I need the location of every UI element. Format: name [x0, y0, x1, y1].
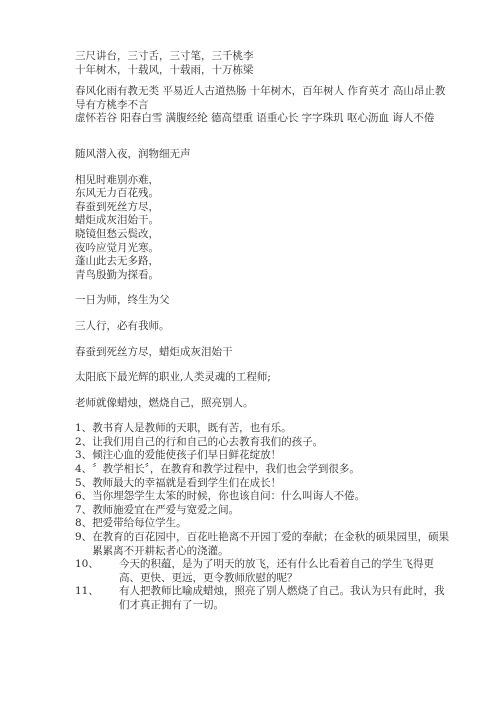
document-content	[75, 50, 450, 613]
list-item	[75, 517, 450, 531]
list-number: 7、	[75, 503, 93, 516]
text-line: 春蚕到死丝方尽，蜡炬成灰泪始干	[75, 345, 233, 358]
list-item	[75, 585, 450, 612]
idiom-section	[75, 85, 450, 126]
list-text: 教书育人是教师的天职，既有苦，也有乐。	[92, 422, 292, 435]
list-text: 教师最大的幸福就是看到学生们在成长！	[92, 476, 282, 489]
list-text: 让我们用自己的行和自己的心去教育我们的孩子。	[92, 435, 324, 448]
poem-line: 夜吟应觉月光寒。	[75, 241, 159, 254]
text-line: 太阳底下最光辉的职业,人类灵魂的工程师;	[75, 371, 271, 384]
list-item	[75, 558, 450, 585]
quote-section	[75, 148, 450, 162]
poem-line: 相见时难别亦难，	[75, 173, 159, 186]
couplet-section	[75, 50, 450, 77]
numbered-list	[75, 422, 450, 612]
list-number: 9、	[75, 531, 93, 544]
list-text: 倾注心血的爱能使孩子们早日鲜花绽放！	[92, 449, 282, 462]
list-number: 5、	[75, 476, 93, 489]
poem-line: 东风无力百花残。	[75, 187, 159, 200]
text-paragraph: 虚怀若谷 阳春白雪 满腹经纶 德高望重 语重心长 字字珠玑 呕心沥血 诲人不倦	[75, 112, 435, 125]
poem-line: 蓬山此去无多路，	[75, 255, 159, 268]
poem-line: 春蚕到死丝方尽，	[75, 200, 159, 213]
text-line: 十年树木，十载风，十载雨，十万栋梁	[75, 63, 254, 76]
text-line: 三尺讲台，三寸舌，三寸笔，三千桃李	[75, 50, 254, 62]
list-text: 今天的积蕴，是为了明天的放飞，还有什么比看着自己的学生飞得更高、更快、更远，更令教师欣慰的呢？	[119, 558, 434, 584]
list-number: 3、	[75, 449, 93, 462]
list-text: 把爱带给每位学生。	[92, 517, 187, 530]
text-paragraph: 春风化雨有教无类 平易近人古道热肠 十年树木，百年树人 作育英才 高山昂止教导有方桃李不言	[75, 85, 446, 111]
list-number: 2、	[75, 435, 93, 448]
list-item	[75, 436, 450, 450]
list-number: 4、	[75, 463, 93, 476]
list-number: 1、	[75, 422, 93, 435]
text-line: 随风潜入夜，润物细无声	[75, 147, 191, 160]
list-item	[75, 490, 450, 504]
list-text: 有人把教师比喻成蜡烛，照亮了别人燃烧了自己。我认为只有此时，我们才真正拥有了一切。	[119, 585, 445, 611]
list-item	[75, 531, 450, 558]
list-text: 教师施爱宜在严爱与宽爱之间。	[92, 503, 240, 516]
poem-line: 蜡炬成灰泪始干。	[75, 214, 159, 227]
list-text: 〞教学相长〞，在教育和教学过程中，我们也会学到很多。	[92, 463, 360, 476]
poem-line: 青鸟殷勤为探看。	[75, 268, 159, 281]
poem-line: 晓镜但愁云鬓改，	[75, 227, 159, 240]
list-item	[75, 477, 450, 491]
list-item	[75, 449, 450, 463]
list-number: 10、	[75, 558, 99, 571]
poem	[75, 174, 450, 283]
text-line: 三人行，必有我师。	[75, 319, 170, 332]
list-text: 当你埋怨学生太笨的时候，你也该自问：什么叫诲人不倦。	[92, 490, 366, 503]
list-number: 6、	[75, 490, 93, 503]
list-number: 11、	[75, 585, 99, 598]
list-item	[75, 463, 450, 477]
list-number: 8、	[75, 517, 93, 530]
list-text: 在教育的百花园中，百花吐艳离不开园丁爱的奉献；在金秋的硕果园里，硕果累累离不开耕耘者心的浇灌。	[92, 531, 450, 557]
text-line: 一日为师，终生为父	[75, 294, 170, 307]
text-line: 老师就像蜡烛，燃烧自己，照亮别人。	[75, 396, 254, 409]
list-item	[75, 422, 450, 436]
list-item	[75, 504, 450, 518]
